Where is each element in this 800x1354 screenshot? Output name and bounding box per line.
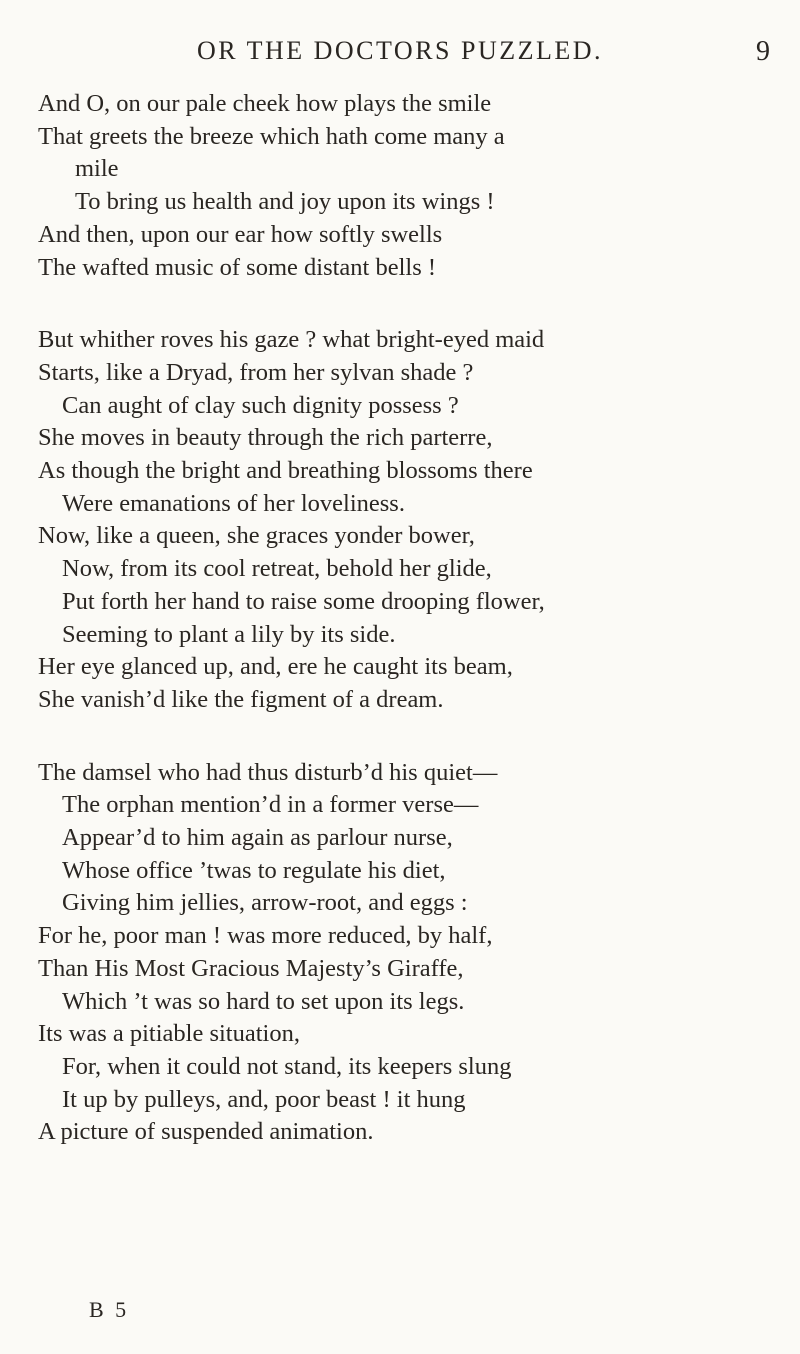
verse-line: She moves in beauty through the rich parterre, (38, 424, 493, 452)
verse-line: Can aught of clay such dignity possess ? (62, 391, 459, 419)
verse-line: The wafted music of some distant bells ! (38, 253, 437, 281)
verse-line: Now, from its cool retreat, behold her glide, (62, 555, 492, 583)
verse-line: And then, upon our ear how softly swells (38, 220, 443, 248)
verse-line: Seeming to plant a lily by its side. (62, 620, 396, 648)
verse-line: Now, like a queen, she graces yonder bower, (38, 522, 475, 550)
verse-line: And O, on our pale cheek how plays the smile (38, 90, 492, 117)
verse-line: Put forth her hand to raise some drooping flower, (62, 587, 545, 615)
running-title: OR THE DOCTORS PUZZLED. (196, 36, 604, 65)
verse-line: The damsel who had thus disturb’d his quiet— (38, 758, 498, 786)
verse-line: Whose office ’twas to regulate his diet, (62, 856, 446, 884)
verse-line: That greets the breeze which hath come many a (38, 122, 505, 150)
running-head (0, 36, 800, 76)
verse-line: Which ’t was so hard to set upon its legs. (62, 987, 465, 1015)
verse-line: For, when it could not stand, its keepers slung (62, 1052, 512, 1080)
verse-line: Starts, like a Dryad, from her sylvan shade ? (38, 358, 474, 386)
verse-line: Her eye glanced up, and, ere he caught its beam, (38, 653, 513, 681)
verse-line: She vanish’d like the figment of a dream. (38, 685, 444, 713)
verse-line: Were emanations of her loveliness. (62, 489, 405, 517)
verse-line: For he, poor man ! was more reduced, by half, (38, 922, 493, 950)
verse-line: mile (75, 155, 119, 183)
verse-line: But whither roves his gaze ? what bright-eyed maid (38, 326, 545, 354)
verse-line: As though the bright and breathing blossoms there (38, 457, 533, 485)
verse-line: It up by pulleys, and, poor beast ! it hung (62, 1085, 466, 1113)
verse-line: Giving him jellies, arrow-root, and eggs : (62, 889, 468, 917)
verse-line: A picture of suspended animation. (38, 1118, 374, 1146)
stanza-1 (38, 88, 788, 284)
verse-line: Its was a pitiable situation, (38, 1020, 300, 1048)
signature-mark: B 5 (89, 1297, 130, 1322)
poem-body (38, 88, 788, 1149)
page-number: 9 (756, 36, 770, 67)
verse-line: Appear’d to him again as parlour nurse, (62, 824, 453, 852)
stanza-3 (38, 757, 788, 1149)
verse-line: Than His Most Gracious Majesty’s Giraffe, (38, 954, 464, 982)
verse-line: To bring us health and joy upon its wings ! (75, 188, 495, 216)
verse-line: The orphan mention’d in a former verse— (62, 791, 479, 819)
stanza-2 (38, 324, 788, 716)
